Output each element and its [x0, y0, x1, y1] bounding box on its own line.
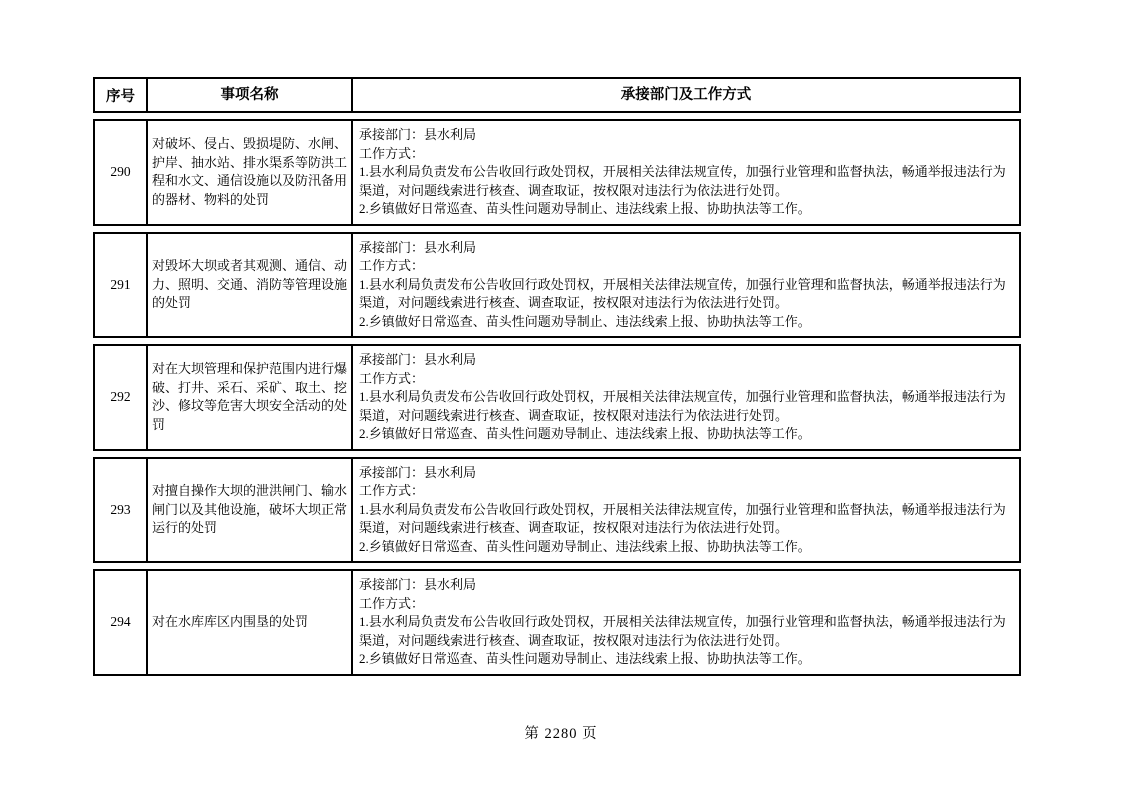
detail-line: 1.县水利局负责发布公告收回行政处罚权，开展相关法律法规宣传，加强行业管理和监督执法，畅通举报违法行为渠道，对问题线索进行核查、调查取证，按权限对违法行为依法进行处罚。: [359, 501, 1006, 535]
detail-line: 工作方式：: [359, 145, 425, 161]
detail-line: 承接部门：县水利局: [359, 464, 477, 480]
detail-line: 工作方式：: [359, 595, 425, 611]
item-name-cell: [146, 569, 353, 676]
table-row: [93, 344, 1025, 451]
item-name-cell: [146, 457, 353, 564]
item-name-text: 对毁坏大坝或者其观测、通信、动力、照明、交通、消防等管理设施的处罚: [152, 258, 348, 310]
table-row: [93, 232, 1025, 339]
item-name-cell: [146, 119, 353, 226]
detail-line: 工作方式：: [359, 370, 425, 386]
row-number-cell: 293: [93, 457, 148, 564]
detail-line: 承接部门：县水利局: [359, 352, 477, 367]
detail-line: 2.乡镇做好日常巡查、苗头性问题劝导制止、违法线索上报、协助执法等工作。: [359, 651, 811, 666]
detail-line: 2.乡镇做好日常巡查、苗头性问题劝导制止、违法线索上报、协助执法等工作。: [359, 313, 811, 329]
header-cell-number: 序号: [93, 77, 148, 113]
detail-line: 承接部门：县水利局: [359, 239, 477, 255]
row-number-cell: 291: [93, 232, 148, 339]
department-method-cell: [351, 344, 1021, 451]
detail-line: 2.乡镇做好日常巡查、苗头性问题劝导制止、违法线索上报、协助执法等工作。: [359, 426, 811, 441]
table-body: [93, 119, 1025, 676]
page-number: 第 2280 页: [524, 726, 598, 742]
detail-line: 承接部门：县水利局: [359, 577, 477, 592]
item-name-text: 对擅自操作大坝的泄洪闸门、输水闸门以及其他设施，破坏大坝正常运行的处罚: [152, 483, 348, 535]
item-name-text: 对在水库库区内围垦的处罚: [152, 614, 309, 629]
item-name-cell: [146, 232, 353, 339]
table-row: [93, 457, 1025, 564]
row-number-cell: 290: [93, 119, 148, 226]
item-name-text: 对在大坝管理和保护范围内进行爆破、打井、采石、采矿、取土、挖沙、修坟等危害大坝安全活动的处罚: [152, 361, 348, 432]
detail-line: 1.县水利局负责发布公告收回行政处罚权，开展相关法律法规宣传，加强行业管理和监督执法，畅通举报违法行为渠道，对问题线索进行核查、调查取证，按权限对违法行为依法进行处罚。: [359, 164, 1006, 198]
row-number-cell: 292: [93, 344, 148, 451]
table-row: [93, 569, 1025, 676]
header-cell-item-name: 事项名称: [146, 77, 353, 113]
detail-line: 工作方式：: [359, 483, 425, 498]
detail-line: 工作方式：: [359, 258, 425, 273]
detail-line: 2.乡镇做好日常巡查、苗头性问题劝导制止、违法线索上报、协助执法等工作。: [359, 201, 811, 216]
row-number-cell: 294: [93, 569, 148, 676]
table-row: [93, 119, 1025, 226]
table-header-row: [93, 77, 1025, 113]
item-name-cell: [146, 344, 353, 451]
items-table: [93, 77, 1025, 682]
detail-line: 1.县水利局负责发布公告收回行政处罚权，开展相关法律法规宣传，加强行业管理和监督执法，畅通举报违法行为渠道，对问题线索进行核查、调查取证，按权限对违法行为依法进行处罚。: [359, 276, 1006, 310]
detail-line: 承接部门：县水利局: [359, 127, 477, 142]
item-name-text: 对破坏、侵占、毁损堤防、水闸、护岸、抽水站、排水渠系等防洪工程和水文、通信设施以及防汛备用的器材、物料的处罚: [152, 136, 348, 207]
department-method-cell: [351, 457, 1021, 564]
detail-line: 2.乡镇做好日常巡查、苗头性问题劝导制止、违法线索上报、协助执法等工作。: [359, 538, 811, 554]
detail-line: 1.县水利局负责发布公告收回行政处罚权，开展相关法律法规宣传，加强行业管理和监督执法，畅通举报违法行为渠道，对问题线索进行核查、调查取证，按权限对违法行为依法进行处罚。: [359, 389, 1006, 423]
department-method-cell: [351, 119, 1021, 226]
department-method-cell: [351, 232, 1021, 339]
header-cell-department-method: 承接部门及工作方式: [351, 77, 1021, 113]
detail-line: 1.县水利局负责发布公告收回行政处罚权，开展相关法律法规宣传，加强行业管理和监督执法，畅通举报违法行为渠道，对问题线索进行核查、调查取证，按权限对违法行为依法进行处罚。: [359, 614, 1006, 648]
department-method-cell: [351, 569, 1021, 676]
